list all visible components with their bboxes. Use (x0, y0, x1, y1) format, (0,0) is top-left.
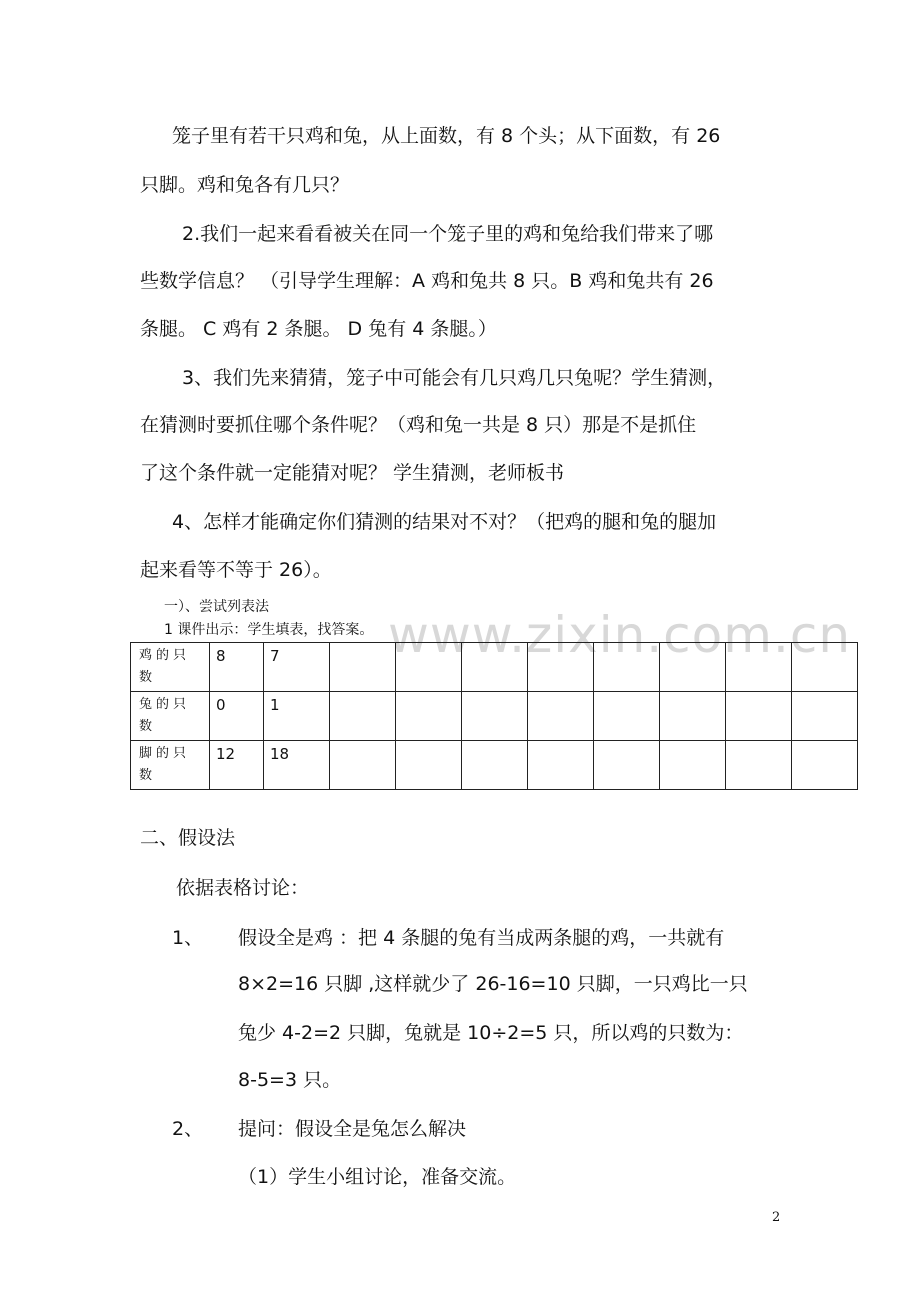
item1-line: 8×2=16 只脚 ,这样就少了 26-16=10 只脚，一只鸡比一只 (238, 973, 748, 995)
table-cell (660, 692, 726, 741)
paragraph-line: 了这个条件就一定能猜对呢？ 学生猜测，老师板书 (140, 462, 565, 484)
table-cell (330, 741, 396, 790)
table-cell: 1 (264, 692, 330, 741)
table-cell (792, 741, 858, 790)
table-cell (396, 692, 462, 741)
table-cell (594, 741, 660, 790)
table-cell (396, 741, 462, 790)
paragraph-line: 2.我们一起来看看被关在同一个笼子里的鸡和兔给我们带来了哪 (182, 223, 714, 245)
paragraph-line: 些数学信息？ （引导学生理解：A 鸡和兔共 8 只。B 鸡和兔共有 26 (140, 270, 714, 292)
table-cell (792, 692, 858, 741)
table-cell (792, 643, 858, 692)
table-cell (330, 643, 396, 692)
table-cell: 7 (264, 643, 330, 692)
table-cell (594, 643, 660, 692)
table-cell (528, 692, 594, 741)
table-cell (528, 741, 594, 790)
item1-line: 兔少 4-2=2 只脚，兔就是 10÷2=5 只，所以鸡的只数为： (238, 1022, 744, 1044)
paragraph-line: 4、怎样才能确定你们猜测的结果对不对？（把鸡的腿和兔的腿加 (172, 511, 717, 533)
table-cell (660, 741, 726, 790)
paragraph-line: 3、我们先来猜猜，笼子中可能会有几只鸡几只兔呢？学生猜测， (182, 367, 727, 389)
paragraph-line: 起来看等不等于 26）。 (140, 559, 332, 581)
table-cell (726, 741, 792, 790)
table-cell: 12 (210, 741, 264, 790)
section1-heading: 一）、尝试列表法 (164, 599, 269, 615)
page-number: 2 (772, 1210, 781, 1225)
paragraph-line: 只脚。鸡和兔各有几只？ (140, 174, 350, 196)
section2-heading: 二、假设法 (140, 827, 236, 849)
item2-number: 2、 (172, 1118, 204, 1140)
table-cell (660, 643, 726, 692)
table-cell (330, 692, 396, 741)
row-label: 鸡的只数 (131, 643, 210, 692)
paragraph-line: 笼子里有若干只鸡和兔，从上面数，有 8 个头；从下面数，有 26 (172, 125, 721, 147)
section2-intro: 依据表格讨论： (176, 877, 310, 899)
table-cell: 8 (210, 643, 264, 692)
guess-table (130, 642, 858, 790)
row-label: 兔的只数 (131, 692, 210, 741)
table-cell (462, 741, 528, 790)
item1-number: 1、 (172, 927, 204, 949)
table-cell (396, 643, 462, 692)
item2-text: 提问：假设全是兔怎么解决 (238, 1118, 467, 1140)
table-cell (528, 643, 594, 692)
row-label: 脚的只数 (131, 741, 210, 790)
item1-line: 假设全是鸡 ：把 4 条腿的兔有当成两条腿的鸡，一共就有 (238, 927, 725, 949)
table-cell (594, 692, 660, 741)
table-row (131, 643, 858, 692)
table-cell (726, 643, 792, 692)
table-row (131, 692, 858, 741)
table-row (131, 741, 858, 790)
subitem-line: （1）学生小组讨论，准备交流。 (238, 1166, 517, 1188)
table-cell (462, 643, 528, 692)
section1-subheading: 1 课件出示：学生填表，找答案。 (164, 622, 374, 638)
item1-line: 8-5=3 只。 (238, 1069, 342, 1091)
table-cell: 18 (264, 741, 330, 790)
watermark: www.zixin.com.cn (388, 606, 852, 664)
paragraph-line: 在猜测时要抓住哪个条件呢？（鸡和兔一共是 8 只）那是不是抓住 (140, 414, 697, 436)
paragraph-line: 条腿。 C 鸡有 2 条腿。 D 兔有 4 条腿。） (140, 318, 497, 340)
table-cell: 0 (210, 692, 264, 741)
table-cell (726, 692, 792, 741)
table-cell (462, 692, 528, 741)
